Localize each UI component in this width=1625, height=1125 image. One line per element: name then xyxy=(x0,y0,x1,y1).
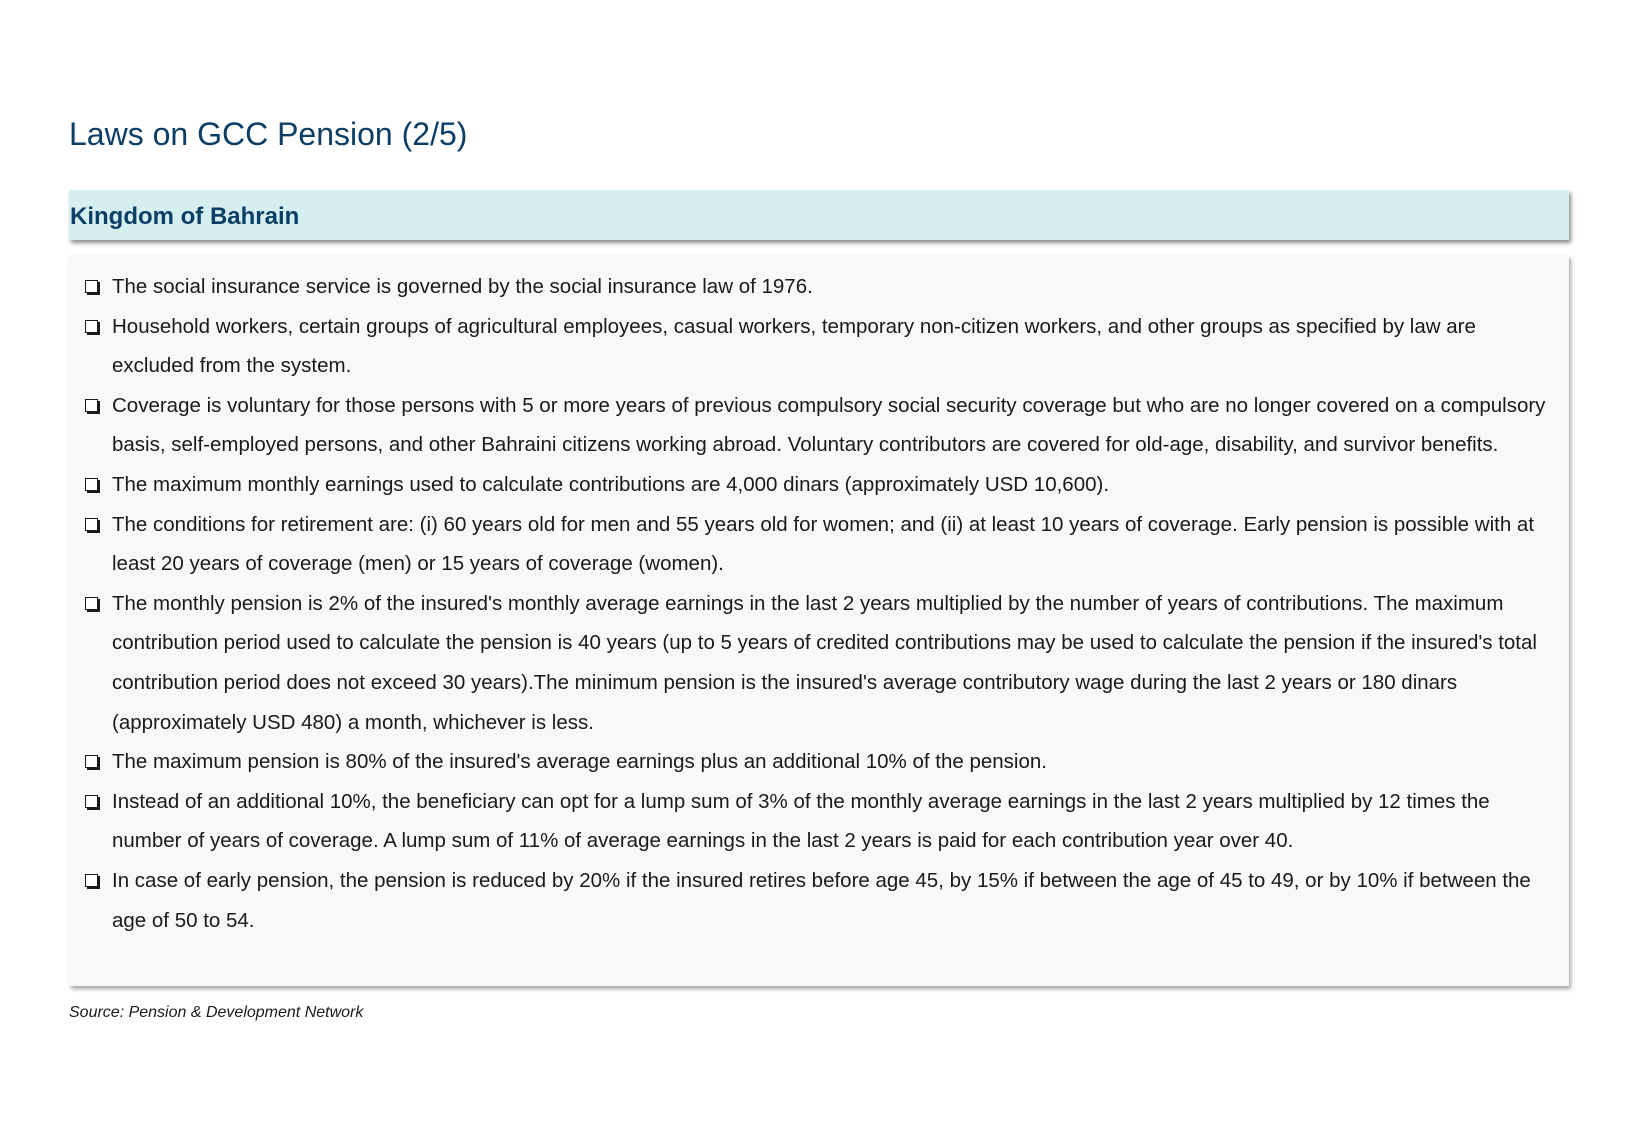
list-item-text: In case of early pension, the pension is reduced by 20% if the insured retires before age 45, by 15% if between the age of 45 to 49, or by 10% if between the age of 50 to 54. xyxy=(112,868,1531,932)
list-item-text: Instead of an additional 10%, the beneficiary can opt for a lump sum of 3% of the monthly average earnings in the last 2 years multiplied by 12 times the number of years of coverage. A lump sum of 11% of average earnings in the last 2 years is paid for each contribution year over 40. xyxy=(112,789,1490,853)
list-item xyxy=(85,782,1555,861)
list-item-text: The social insurance service is governed by the social insurance law of 1976. xyxy=(112,275,813,298)
list-item xyxy=(85,742,1555,782)
list-item-text: Coverage is voluntary for those persons with 5 or more years of previous compulsory social security coverage but who are no longer covered on a compulsory basis, self-employed persons, and other Bahraini citizens working abroad. Voluntary contributors are covered for old-age, disability, and survivor benefits. xyxy=(112,393,1546,457)
content-box xyxy=(69,255,1569,986)
bullet-list xyxy=(85,267,1555,940)
list-item xyxy=(85,307,1555,386)
checkbox-bullet-icon xyxy=(85,597,98,610)
checkbox-bullet-icon xyxy=(85,280,98,293)
list-item xyxy=(85,267,1555,307)
list-item-text: The maximum pension is 80% of the insured's average earnings plus an additional 10% of the pension. xyxy=(112,750,1047,774)
list-item-text: The monthly pension is 2% of the insured's monthly average earnings in the last 2 years multiplied by the number of years of contributions. The maximum contribution period used to calculate the pension is 40 years (up to 5 years of credited contributions may be used to calculate the pension if the insured's total contribution period does not exceed 30 years).The minimum pension is the insured's average contributory wage during the last 2 years or 180 dinars (approximately USD 480) a month, whichever is less. xyxy=(112,591,1537,734)
section-header-label: Kingdom of Bahrain xyxy=(70,203,300,230)
checkbox-bullet-icon xyxy=(85,320,98,333)
checkbox-bullet-icon xyxy=(85,478,98,491)
checkbox-bullet-icon xyxy=(85,518,98,531)
list-item xyxy=(85,584,1555,742)
list-item-text: The conditions for retirement are: (i) 60 years old for men and 55 years old for women; and (ii) at least 10 years of coverage. Early pension is possible with at least 20 years of coverage (men) or 15 years of coverage (women). xyxy=(112,512,1535,576)
list-item xyxy=(85,386,1555,465)
list-item xyxy=(85,465,1555,505)
list-item-text: Household workers, certain groups of agricultural employees, casual workers, temporary non-citizen workers, and other groups as specified by law are excluded from the system. xyxy=(112,314,1476,378)
source-note: Source: Pension & Development Network xyxy=(69,1004,364,1021)
checkbox-bullet-icon xyxy=(85,755,98,768)
checkbox-bullet-icon xyxy=(85,399,98,412)
list-item-text: The maximum monthly earnings used to calculate contributions are 4,000 dinars (approximately USD 10,600). xyxy=(112,472,1110,496)
section-header xyxy=(69,190,1569,240)
checkbox-bullet-icon xyxy=(85,795,98,808)
list-item xyxy=(85,505,1555,584)
page-title: Laws on GCC Pension (2/5) xyxy=(69,116,468,152)
list-item xyxy=(85,861,1555,940)
checkbox-bullet-icon xyxy=(85,874,98,887)
